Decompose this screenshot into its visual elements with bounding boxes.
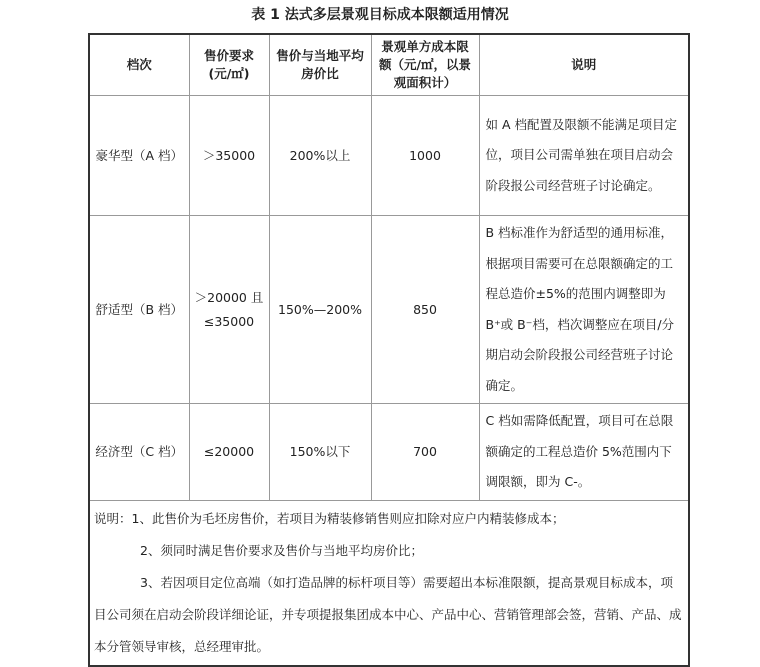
header-ratio: 售价与当地平均房价比	[269, 34, 371, 96]
table-row	[89, 216, 689, 404]
header-limit: 景观单方成本限额（元/㎡，以景观面积计）	[371, 34, 479, 96]
header-row	[89, 34, 689, 96]
price: ＞20000 且≤35000	[189, 216, 269, 404]
price: ≤20000	[189, 404, 269, 501]
header-price: 售价要求(元/㎡)	[189, 34, 269, 96]
ratio: 150%—200%	[269, 216, 371, 404]
ratio: 200%以上	[269, 96, 371, 216]
header-grade: 档次	[89, 34, 189, 96]
note-3: 3、若因项目定位高端（如打造品牌的标杆项目等）需要超出本标准限额，提高景观目标成本，项目公司须在启动会阶段详细论证，并专项提报集团成本中心、产品中心、营销管理部会签，营销、产品、成本分管领导审核，总经理审批。	[94, 574, 682, 654]
note-2: 2、须同时满足售价要求及售价与当地平均房价比；	[140, 542, 423, 558]
price: ＞35000	[189, 96, 269, 216]
note: 如 A 档配置及限额不能满足项目定位，项目公司需单独在项目启动会阶段报公司经营班子讨论确定。	[479, 96, 689, 216]
table-title: 表 1 法式多层景观目标成本限额适用情况	[251, 7, 509, 23]
grade: 舒适型（B 档）	[89, 216, 189, 404]
limit: 1000	[371, 96, 479, 216]
grade: 经济型（C 档）	[89, 404, 189, 501]
notes-row	[89, 500, 689, 666]
table-row	[89, 404, 689, 501]
note: C 档如需降低配置，项目可在总限额确定的工程总造价 5%范围内下调限额，即为 C-。	[479, 404, 689, 501]
limit: 850	[371, 216, 479, 404]
ratio: 150%以下	[269, 404, 371, 501]
cost-limit-table	[88, 33, 690, 667]
note-1: 说明：1、此售价为毛坯房售价，若项目为精装修销售则应扣除对应户内精装修成本；	[94, 510, 565, 526]
grade: 豪华型（A 档）	[89, 96, 189, 216]
notes-cell	[89, 500, 689, 666]
header-note: 说明	[479, 34, 689, 96]
limit: 700	[371, 404, 479, 501]
table-row	[89, 96, 689, 216]
note: B 档标准作为舒适型的通用标准，根据项目需要可在总限额确定的工程总造价±5%的范围内调整即为 B⁺或 B⁻档，档次调整应在项目/分期启动会阶段报公司经营班子讨论确定。	[479, 216, 689, 404]
